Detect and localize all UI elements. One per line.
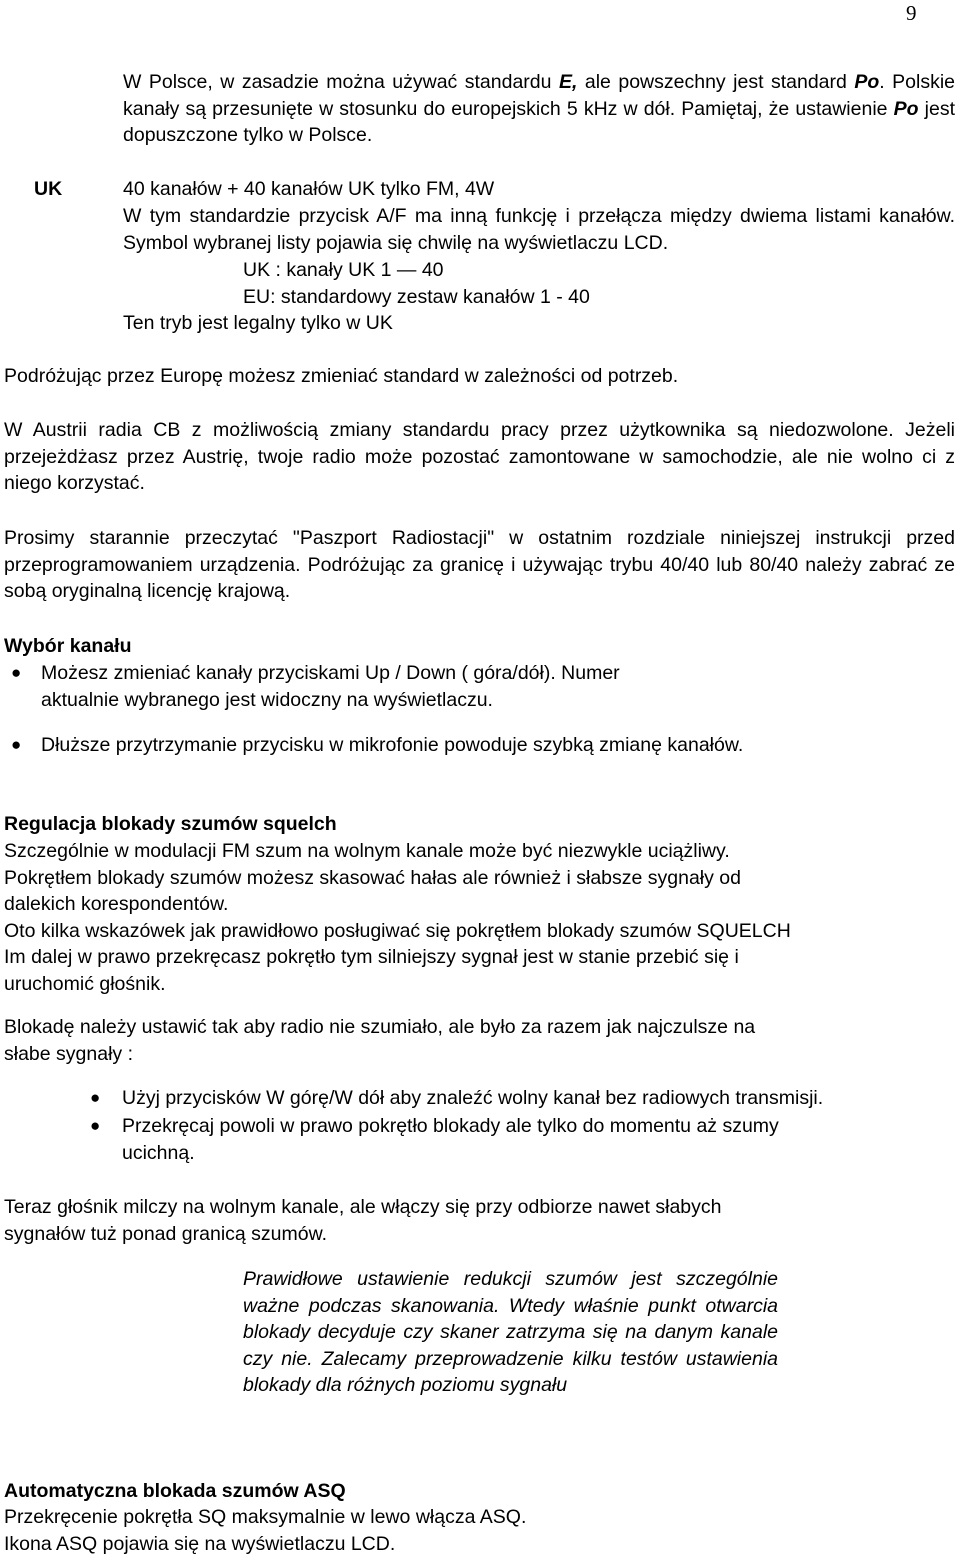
uk-label: UK bbox=[34, 178, 63, 200]
squelch-setting-text: Blokadę należy ustawić tak aby radio nie szumiało, ale było za razem jak najczulsze na słabe sygnały : bbox=[4, 1016, 756, 1065]
bullet-icon: ● bbox=[90, 1088, 101, 1107]
squelch-heading: Regulacja blokady szumów squelch bbox=[4, 813, 337, 835]
bullet-icon: ● bbox=[11, 735, 22, 754]
standard-po: Po bbox=[854, 71, 880, 93]
bullet-icon: ● bbox=[11, 663, 22, 682]
uk-legal: Ten tryb jest legalny tylko w UK bbox=[123, 312, 393, 334]
squelch-after-text: Teraz głośnik milczy na wolnym kanale, ale włączy się przy odbiorze nawet słabych sygnałów tuż ponad granicą szumów. bbox=[4, 1196, 722, 1245]
uk-paragraph: W tym standardzie przycisk A/F ma inną funkcję i przełącza między dwiema listami kanałów. Symbol wybranej listy pojawia się chwilę na wyświetlaczu LCD. bbox=[123, 205, 955, 254]
asq-heading: Automatyczna blokada szumów ASQ bbox=[4, 1480, 346, 1502]
standard-e: E, bbox=[558, 71, 578, 93]
channel-bullet2: Dłuższe przytrzymanie przycisku w mikrofonie powoduje szybką zmianę kanałów. bbox=[41, 734, 744, 756]
travel-paragraph: Podróżując przez Europę możesz zmieniać standard w zależności od potrzeb. bbox=[4, 365, 679, 387]
passport-paragraph: Prosimy starannie przeczytać "Paszport Radiostacji" w ostatnim rozdziale niniejszej instrukcji przed przeprogramowaniem urządzenia. Podróżując za granicę i używając trybu 40/40 lub 80/40 należy zabrać ze sobą oryginalną licencję krajową. bbox=[4, 527, 955, 602]
squelch-note: Prawidłowe ustawienie redukcji szumów jest szczególnie ważne podczas skanowania. Wtedy właśnie punkt otwarcia blokady decyduje czy skaner zatrzyma się na danym kanale czy nie. Zalecamy przeprowadzenie kilku testów ustawienia blokady dla różnych poziomu sygnału bbox=[243, 1268, 778, 1396]
squelch-bullet1: Użyj przycisków W górę/W dół aby znaleźć wolny kanał bez radiowych transmisji. bbox=[122, 1087, 824, 1109]
austria-paragraph: W Austrii radia CB z możliwością zmiany standardu pracy przez użytkownika są niedozwolone. Jeżeli przejeżdżasz przez Austrię, twoje radio może pozostać zamontowane w samochodzie, ale nie wolno ci z niego korzystać. bbox=[4, 419, 955, 494]
squelch-bullet2: Przekręcaj powoli w prawo pokrętło blokady ale tylko do momentu aż szumy ucichną. bbox=[122, 1115, 779, 1164]
page-number: 9 bbox=[906, 1, 917, 25]
channel-bullet1: Możesz zmieniać kanały przyciskami Up / Down ( góra/dół). Numer aktualnie wybranego jest widoczny na wyświetlaczu. bbox=[41, 662, 620, 711]
uk-sub2: EU: standardowy zestaw kanałów 1 - 40 bbox=[243, 286, 590, 308]
intro-paragraph: W Polsce, w zasadzie można używać standardu E, ale powszechny jest standard Po. Polskie kanały są przesunięte w stosunku do europejskich 5 kHz w dół. Pamiętaj, że ustawienie Po jest dopuszczone tylko w Polsce. bbox=[123, 71, 956, 146]
channel-heading: Wybór kanału bbox=[4, 635, 132, 657]
uk-sub1: UK : kanały UK 1 — 40 bbox=[243, 259, 444, 281]
bullet-icon: ● bbox=[90, 1116, 101, 1135]
squelch-text: Szczególnie w modulacji FM szum na wolnym kanale może być niezwykle uciążliwy. Pokrętłem blokady szumów możesz skasować hałas ale również i słabsze sygnały od dalekich korespondentów. Oto kilka wskazówek jak prawidłowo posługiwać się pokrętłem blokady szumów SQUELCH Im dalej w prawo przekręcasz pokrętło tym silniejszy sygnał jest w stanie przebić się i uruchomić głośnik. bbox=[4, 840, 791, 995]
asq-text: Przekręcenie pokrętła SQ maksymalnie w lewo włącza ASQ. Ikona ASQ pojawia się na wyświetlaczu LCD. bbox=[4, 1506, 527, 1555]
standard-po-2: Po bbox=[893, 97, 919, 120]
uk-line1: 40 kanałów + 40 kanałów UK tylko FM, 4W bbox=[123, 178, 495, 200]
